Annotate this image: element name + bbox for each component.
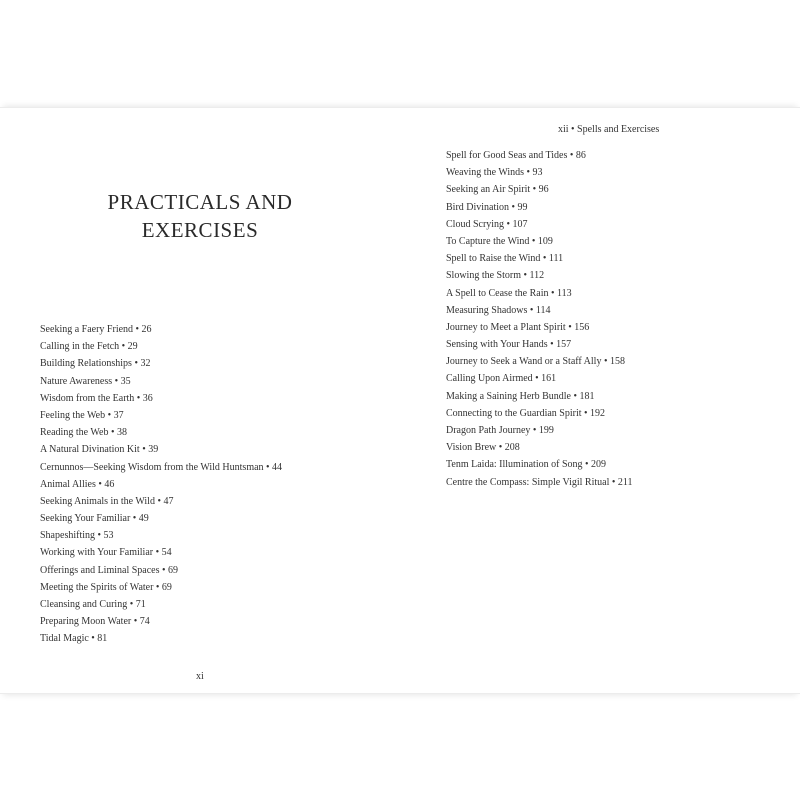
- toc-entry: Seeking a Faery Friend • 26: [40, 324, 152, 335]
- toc-entry: Weaving the Winds • 93: [446, 167, 543, 179]
- toc-entry: Spell to Raise the Wind • 111: [446, 253, 564, 265]
- toc-entry: Journey to Seek a Wand or a Staff Ally • 158: [446, 356, 625, 368]
- toc-entry: Wisdom from the Earth • 36: [40, 392, 153, 404]
- toc-entry: Calling Upon Airmed • 161: [446, 373, 557, 385]
- toc-entry: Journey to Meet a Plant Spirit • 156: [446, 321, 590, 333]
- toc-entry: Slowing the Storm • 112: [446, 270, 545, 282]
- toc-entry: Measuring Shadows • 114: [446, 304, 551, 316]
- toc-list-right: [446, 147, 633, 491]
- toc-entry: Connecting to the Guardian Spirit • 192: [446, 407, 606, 419]
- toc-entry: Making a Saining Herb Bundle • 181: [446, 390, 595, 402]
- toc-entry: Animal Allies • 46: [40, 478, 115, 490]
- toc-entry: A Spell to Cease the Rain • 113: [446, 287, 572, 299]
- toc-entry: Cernunnos—Seeking Wisdom from the Wild Huntsman • 44: [40, 461, 283, 473]
- toc-entry: Bird Divination • 99: [446, 201, 528, 213]
- page-title-line-2: EXERCISES: [141, 218, 259, 242]
- toc-entry: Cleansing and Curing • 71: [40, 599, 146, 610]
- toc-entry: Feeling the Web • 37: [40, 409, 124, 421]
- toc-entry: Offerings and Liminal Spaces • 69: [40, 564, 179, 576]
- toc-entry: Preparing Moon Water • 74: [40, 616, 150, 628]
- toc-entry: To Capture the Wind • 109: [446, 235, 553, 247]
- toc-entry: Working with Your Familiar • 54: [40, 547, 172, 559]
- toc-entry: Tidal Magic • 81: [40, 633, 108, 645]
- toc-entry: Shapeshifting • 53: [40, 530, 114, 542]
- toc-entry: Seeking Animals in the Wild • 47: [40, 495, 174, 507]
- running-head: xii • Spells and Exercises: [558, 124, 660, 135]
- toc-entry: Sensing with Your Hands • 157: [446, 339, 572, 351]
- toc-entry: Dragon Path Journey • 199: [446, 425, 554, 436]
- toc-entry: Seeking an Air Spirit • 96: [446, 184, 549, 196]
- toc-entry: Tenm Laida: Illumination of Song • 209: [446, 459, 606, 471]
- toc-entry: Building Relationships • 32: [40, 358, 151, 370]
- toc-entry: Meeting the Spirits of Water • 69: [40, 581, 172, 593]
- toc-entry: Cloud Scrying • 107: [446, 218, 528, 230]
- toc-entry: Reading the Web • 38: [40, 427, 127, 439]
- toc-entry: Spell for Good Seas and Tides • 86: [446, 150, 586, 161]
- page-title-line-1: PRACTICALS AND: [107, 190, 293, 214]
- toc-entry: Centre the Compass: Simple Vigil Ritual • 211: [446, 476, 633, 488]
- toc-entry: A Natural Divination Kit • 39: [40, 444, 159, 456]
- page-number: xi: [196, 671, 204, 682]
- toc-list-left: [40, 321, 282, 648]
- toc-entry: Vision Brew • 208: [446, 442, 520, 454]
- toc-entry: Seeking Your Familiar • 49: [40, 513, 149, 525]
- toc-entry: Nature Awareness • 35: [40, 375, 131, 387]
- toc-entry: Calling in the Fetch • 29: [40, 341, 138, 353]
- page-title: [100, 188, 300, 244]
